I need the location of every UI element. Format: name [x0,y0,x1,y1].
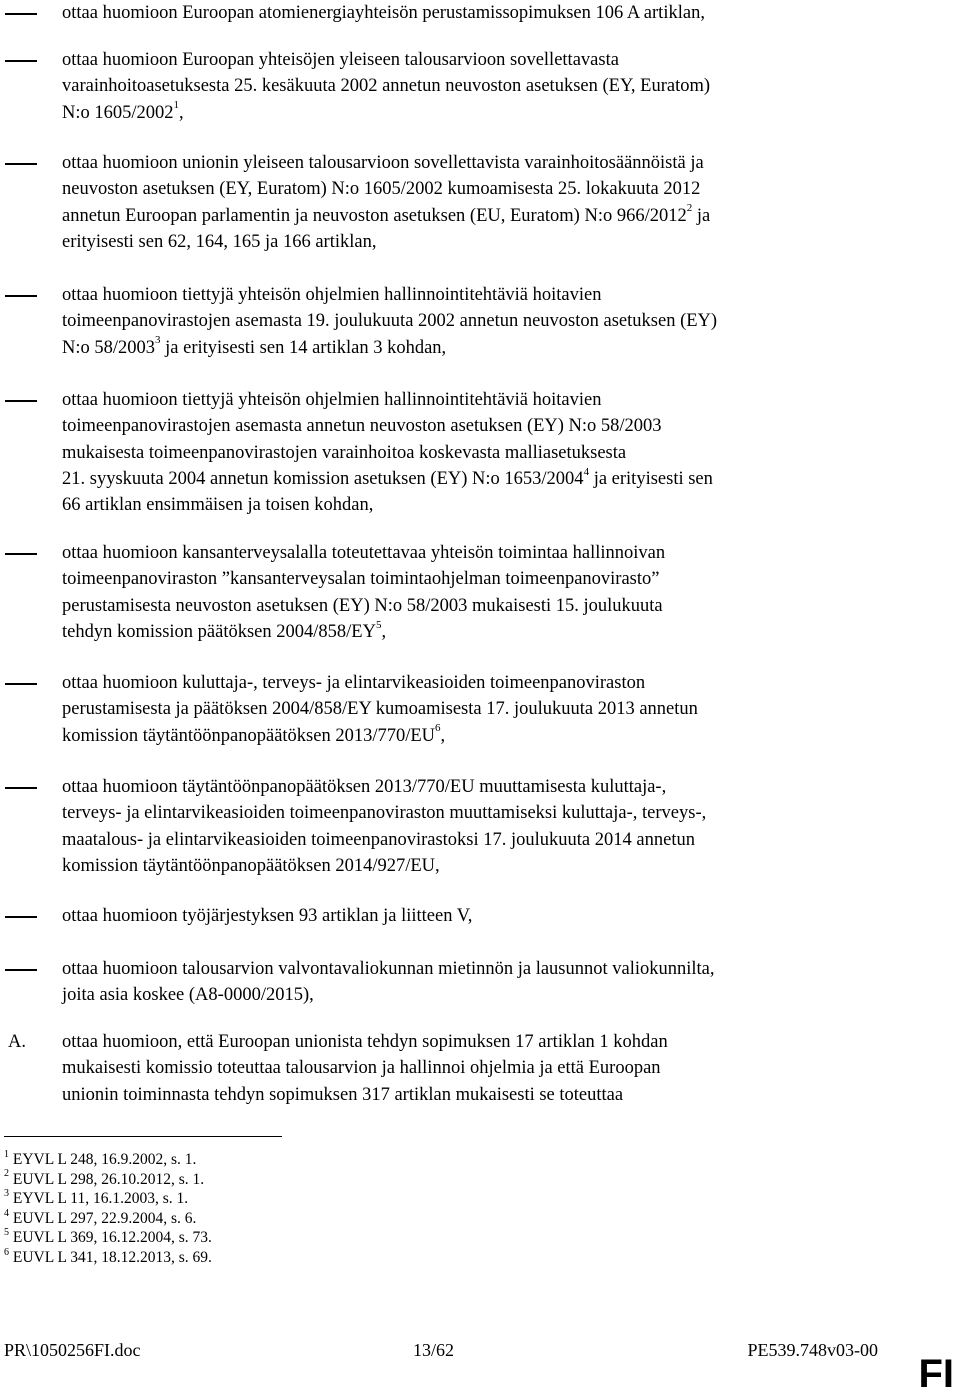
footnote-number: 4 [4,1207,9,1219]
citation-clause [4,670,952,749]
clause-line: maatalous- ja elintarvikeasioiden toimeenpanovirastoksi 17. joulukuuta 2014 annetun [62,829,695,850]
footnote-reference[interactable]: 4 [583,465,590,478]
dash-marker [4,0,54,26]
clause-line: unionin toiminnasta tehdyn sopimuksen 317 artiklan mukaisesti se toteuttaa [62,1084,624,1105]
dash-marker [4,670,54,696]
clause-line: erityisesti sen 62, 164, 165 ja 166 artiklan, [62,231,377,252]
clause-line: ottaa huomioon kuluttaja-, terveys- ja elintarvikeasioiden toimeenpanoviraston [62,673,646,693]
citation-clause [4,0,952,26]
footnote [4,1228,504,1248]
footnote-number: 2 [4,1168,9,1180]
clause-line: perustamisesta ja päätöksen 2004/858/EY kumoamisesta 17. joulukuuta 2013 annetun [62,699,698,720]
citation-clause [4,903,952,929]
footer-document-ref: PR\1050256FI.doc [4,1340,141,1360]
footnote-reference[interactable]: 5 [375,618,382,631]
footnote-text: EYVL L 248, 16.9.2002, s. 1. [9,1151,197,1168]
footnote-separator [4,1136,282,1137]
clause-line: komission täytäntöönpanopäätöksen 2014/927/EU, [62,855,440,876]
clause-line: ottaa huomioon tiettyjä yhteisön ohjelmien hallinnointitehtäviä hoitavien [62,390,602,410]
clause-line: mukaisesta toimeenpanovirastojen varainhoitoa koskevasta malliasetuksesta [62,442,627,463]
dash-marker [4,903,54,929]
language-mark: FI [918,1352,954,1396]
clause-line: terveys- ja elintarvikeasioiden toimeenpanoviraston muuttamiseksi kuluttaja-, terveys-, [62,803,707,824]
footnote-text: EUVL L 369, 16.12.2004, s. 73. [9,1229,212,1247]
dash-marker [4,150,54,176]
citation-clause [4,956,952,1009]
dash-marker [4,774,54,800]
citation-clause [4,387,952,518]
footnote [4,1150,504,1170]
dash-marker [4,540,54,566]
footnote-text: EUVL L 298, 26.10.2012, s. 1. [9,1170,205,1188]
clause-line: annetun Euroopan parlamentin ja neuvoston asetuksen (EU, Euratom) N:o 966/2012$^2$ ja [62,202,711,226]
clause-line: toimeenpanovirastojen asemasta annetun neuvoston asetuksen (EY) N:o 58/2003 [62,416,662,437]
clause-line: toimeenpanoviraston ”kansanterveysalan toimintaohjelman toimeenpanovirasto” [62,569,660,590]
clause-line: perustamisesta neuvoston asetuksen (EY) N:o 58/2003 mukaisesti 15. joulukuuta [62,595,663,616]
footnote-number: 6 [4,1246,9,1258]
page-footer [4,1337,878,1359]
clause-line: ottaa huomioon tiettyjä yhteisön ohjelmien hallinnointitehtäviä hoitavien [62,285,602,305]
dash-marker [4,956,54,982]
footnote-reference[interactable]: 3 [155,334,161,347]
clause-line: joita asia koskee (A8-0000/2015), [62,985,314,1006]
footnote-reference[interactable]: 1 [173,99,180,112]
citation-clause [4,150,952,255]
footer-pe-number: PE539.748v03-00 [747,1340,878,1360]
clause-line: ottaa huomioon Euroopan atomienergiayhteisön perustamissopimuksen 106 A artiklan, [62,3,705,23]
citation-clause [4,774,952,879]
citation-clause [4,47,952,126]
footnote [4,1170,504,1190]
dash-marker [4,282,54,308]
footnotes [4,1150,504,1268]
footnote-text: EYVL L 11, 16.1.2003, s. 1. [9,1190,189,1208]
footnote-text: EUVL L 297, 22.9.2004, s. 6. [9,1209,197,1227]
footnote [4,1248,504,1268]
footer-page-number: 13/62 [413,1340,455,1360]
clause-line: 21. syyskuuta 2004 annetun komission asetuksen (EY) N:o 1653/2004$^4$ ja erityisesti sen [62,465,713,489]
citation-clause [4,282,952,361]
footnote-number: 3 [4,1188,9,1200]
clause-line: neuvoston asetuksen (EY, Euratom) N:o 1605/2002 kumoamisesta 25. lokakuuta 2012 [62,179,701,200]
clause-line: mukaisesti komissio toteuttaa talousarvion ja hallinnoi ohjelmia ja että Euroopan [62,1058,661,1079]
dash-marker [4,387,54,413]
clause-line: komission täytäntöönpanopäätöksen $2013/770/EU^6$, [62,722,446,746]
footnote-number: 1 [4,1148,9,1160]
clause-line: 66 artiklan ensimmäisen ja toisen kohdan, [62,495,374,516]
clause-line: ottaa huomioon Euroopan yhteisöjen yleiseen talousarvioon sovellettavasta [62,50,619,70]
clause-line: toimeenpanovirastojen asemasta 19. joulukuuta 2002 annetun neuvoston asetuksen (EY) [62,311,718,332]
clause-line: ottaa huomioon työjärjestyksen 93 artiklan ja liitteen V, [62,906,473,926]
dash-marker [4,47,54,73]
footnote [4,1209,504,1229]
clause-line: ottaa huomioon täytäntöönpanopäätöksen 2013/770/EU muuttamisesta kuluttaja-, [62,777,667,797]
footnote-text: EUVL L 341, 18.12.2013, s. 69. [9,1248,212,1266]
recital-letter: A. [8,1032,26,1052]
clause-line: varainhoitoasetuksesta 25. kesäkuuta 2002 annetun neuvoston asetuksen (EY, Euratom) [62,76,711,97]
clause-line: ottaa huomioon unionin yleiseen talousarvioon sovellettavista varainhoitosäännöistä ja [62,153,704,173]
clause-line: ottaa huomioon talousarvion valvontavaliokunnan mietinnön ja lausunnot valiokunnilta, [62,959,715,979]
clause-line: N:o 1605/2002$^1$, [62,99,184,123]
footnote [4,1189,504,1209]
footnote-number: 5 [4,1227,9,1239]
footnote-reference[interactable]: 6 [435,722,441,735]
footnote-reference[interactable]: 2 [686,202,693,215]
citation-clause [4,540,952,645]
clause-line: ottaa huomioon kansanterveysalalla toteutettavaa yhteisön toimintaa hallinnoivan [62,543,666,563]
citation-clause [4,1029,952,1108]
clause-line: tehdyn komission päätöksen $2004/858/EY^5$, [62,618,387,642]
clause-line: ottaa huomioon, että Euroopan unionista tehdyn sopimuksen 17 artiklan 1 kohdan [62,1032,668,1052]
clause-line: N:o 58/2003$^3$ ja erityisesti sen 14 artiklan 3 kohdan, [62,334,447,358]
